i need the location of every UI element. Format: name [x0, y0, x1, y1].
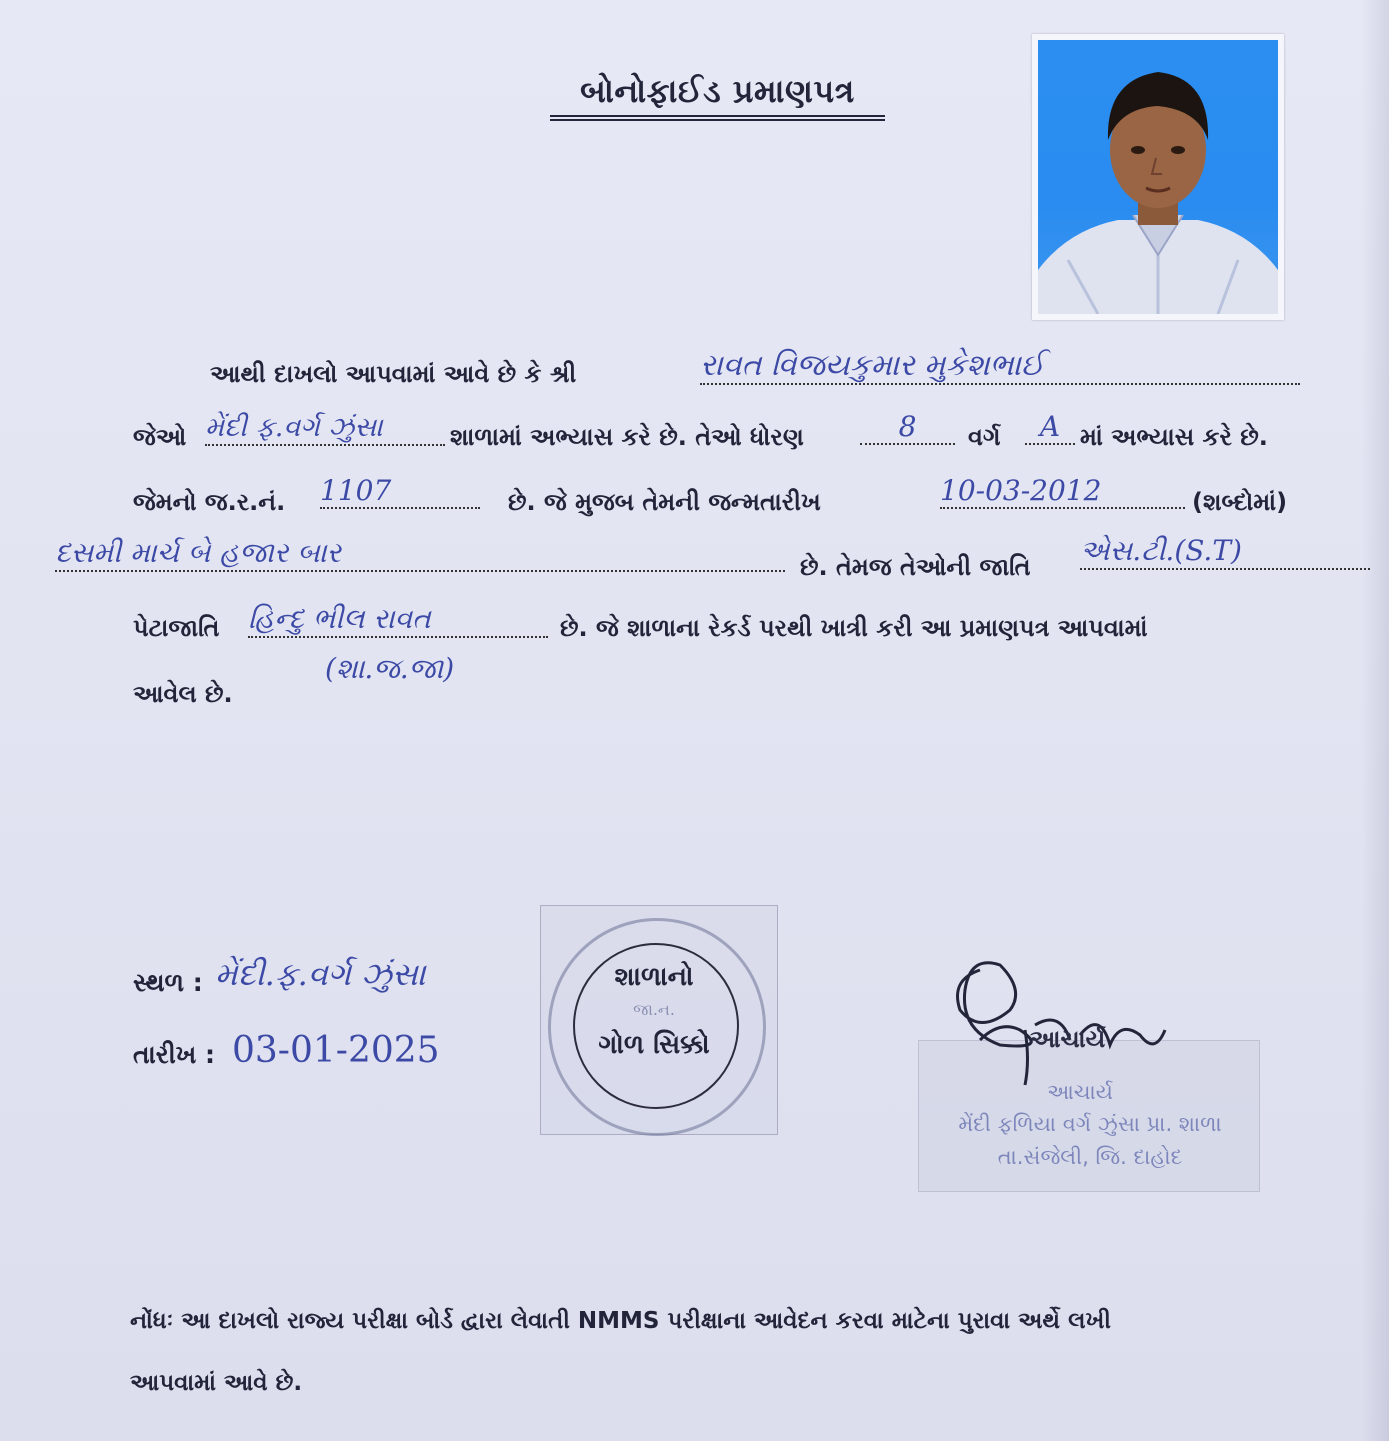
paper-edge-shadow: [1361, 0, 1389, 1441]
birth-date-field: 10-03-2012: [940, 474, 1185, 509]
line-1: [210, 360, 576, 388]
line-6: આવેલ છે.: [133, 680, 233, 708]
line-5-suffix: છે. જે શાળાના રેકર્ડ પરથી ખાત્રી કરી આ પ્રમાણપત્ર આપવામાં: [560, 614, 1148, 642]
subcaste-field: હિન્દુ ભીલ રાવત: [248, 602, 548, 638]
line-2-prefix: જેઓ: [133, 423, 187, 451]
stamp-text-1: શાળાનો: [614, 962, 694, 992]
note-line-1: નોંધઃ આ દાખલો રાજ્ય પરીક્ષા બોર્ડ દ્વારા લેવાતી NMMS પરીક્ષાના આવેદન કરવા માટેના પુરાવા અર્થે લખી: [130, 1308, 1111, 1334]
line-2-varg: વર્ગ: [968, 423, 1001, 451]
line-1-prefix: આથી દાખલો આપવામાં આવે છે કે શ્રી: [210, 360, 577, 388]
caste-field: એસ.ટી.(S.T): [1080, 534, 1370, 570]
stamp-text-3: ગોળ સિક્કો: [598, 1030, 710, 1060]
line-2-suffix: માં અભ્યાસ કરે છે.: [1080, 423, 1268, 451]
note-line-2: આપવામાં આવે છે.: [130, 1370, 303, 1396]
division-field: A: [1025, 410, 1075, 445]
place-label: સ્થળ :: [133, 968, 203, 997]
birth-date-words-field: દસમી માર્ચ બે હજાર બાર: [55, 536, 785, 572]
place-value: મેંદી.ફ.વર્ગ ઝુંસા: [215, 955, 426, 993]
school-name-field: મેંદી ફ.વર્ગ ઝુંસા: [205, 412, 445, 446]
seal-line-2: મેંદી ફળિયા વર્ગ ઝુંસા પ્રા. શાળા: [958, 1112, 1222, 1136]
seal-line-3: તા.સંજેલી, જિ. દાહોદ: [997, 1145, 1183, 1169]
date-label: તારીખ :: [133, 1040, 216, 1069]
student-name-field: રાવત વિજયકુમાર મુકેશભાઈ: [700, 348, 1300, 385]
signature-label: આચાર્ય: [1030, 1025, 1106, 1053]
student-portrait-illustration: [1038, 40, 1278, 314]
student-photo-image: [1038, 40, 1278, 314]
standard-field: 8: [860, 410, 955, 445]
stamp-text-2: જા.ન.: [633, 1000, 675, 1019]
subcaste-note: (શા.જ.જા): [325, 652, 455, 685]
line-3-mid: છે. જે મુજબ તેમની જન્મતારીખ: [508, 488, 821, 516]
certificate-title: બોનોફાઈડ પ્રમાણપત્ર: [550, 72, 885, 117]
line-3-prefix: જેમનો જ.ર.નં.: [133, 488, 286, 516]
gr-number-field: 1107: [320, 474, 480, 509]
seal-line-1: આચાર્ય: [1047, 1080, 1113, 1104]
line-3-suffix: (શબ્દોમાં): [1192, 488, 1288, 516]
line-5-prefix: પેટાજાતિ: [133, 614, 220, 642]
date-value: 03-01-2025: [232, 1030, 440, 1071]
line-4-mid: છે. તેમજ તેઓની જાતિ: [800, 553, 1031, 581]
student-photo: [1032, 34, 1284, 320]
line-2-mid: શાળામાં અભ્યાસ કરે છે. તેઓ ધોરણ: [450, 423, 804, 451]
